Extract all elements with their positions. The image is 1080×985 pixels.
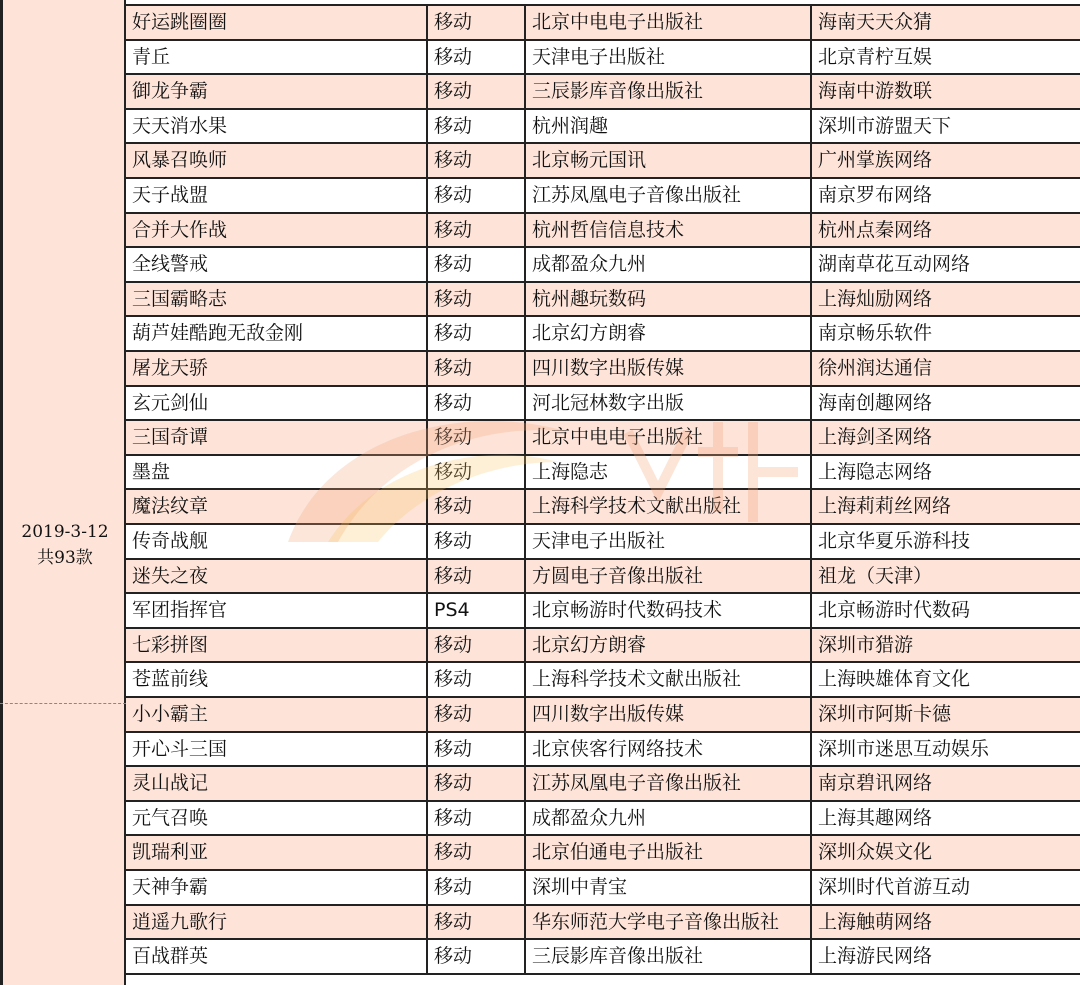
operator-cell: 北京青柠互娱 bbox=[818, 45, 933, 68]
publisher-cell: 北京畅元国讯 bbox=[526, 144, 812, 177]
game-name-cell: 天天消水果 bbox=[126, 110, 428, 143]
operator-cell: 广州掌族网络 bbox=[818, 149, 933, 172]
game-name-cell: 好运跳圈圈 bbox=[126, 6, 428, 39]
game-name-cell: 风暴召唤师 bbox=[126, 144, 428, 177]
platform-cell: 移动 bbox=[428, 110, 526, 143]
platform-cell: 移动 bbox=[428, 560, 526, 593]
publisher-cell: 方圆电子音像出版社 bbox=[526, 560, 812, 593]
operator-cell: 深圳市猎游 bbox=[818, 633, 914, 656]
game-name-cell: 三国霸略志 bbox=[126, 283, 428, 316]
table-row bbox=[126, 802, 1080, 837]
game-name-cell: 青丘 bbox=[126, 41, 428, 74]
platform-cell: 移动 bbox=[428, 75, 526, 108]
operator-cell: 湖南草花互动网络 bbox=[818, 253, 971, 276]
operator-cell: 上海其趣网络 bbox=[818, 806, 933, 829]
table-row bbox=[126, 871, 1080, 906]
table-row bbox=[126, 629, 1080, 664]
table-row bbox=[126, 6, 1080, 41]
game-name-cell: 凯瑞利亚 bbox=[126, 836, 428, 869]
platform-cell: PS4 bbox=[428, 594, 526, 627]
operator-cell: 深圳市游盟天下 bbox=[818, 114, 952, 137]
platform-cell: 移动 bbox=[428, 214, 526, 247]
operator-cell: 南京畅乐软件 bbox=[818, 322, 933, 345]
table-row bbox=[126, 836, 1080, 871]
game-name-cell: 传奇战舰 bbox=[126, 525, 428, 558]
platform-cell: 移动 bbox=[428, 940, 526, 973]
table-row bbox=[126, 940, 1080, 975]
operator-cell: 上海灿励网络 bbox=[818, 287, 933, 310]
group-date: 2019-3-12 bbox=[21, 522, 109, 542]
publisher-cell: 上海隐志 bbox=[526, 456, 812, 489]
publisher-cell: 深圳中青宝 bbox=[526, 871, 812, 904]
table-row bbox=[126, 352, 1080, 387]
game-name-cell: 三国奇谭 bbox=[126, 421, 428, 454]
game-name-cell: 玄元剑仙 bbox=[126, 387, 428, 420]
game-name-cell: 魔法纹章 bbox=[126, 490, 428, 523]
platform-cell: 移动 bbox=[428, 421, 526, 454]
game-name-cell: 百战群英 bbox=[126, 940, 428, 973]
table-row bbox=[126, 767, 1080, 802]
publisher-cell: 上海科学技术文献出版社 bbox=[526, 663, 812, 696]
publisher-cell: 四川数字出版传媒 bbox=[526, 698, 812, 731]
operator-cell: 上海游民网络 bbox=[818, 945, 933, 968]
platform-cell: 移动 bbox=[428, 767, 526, 800]
table-row bbox=[126, 456, 1080, 491]
group-count: 共93款 bbox=[37, 548, 93, 568]
game-name-cell: 全线警戒 bbox=[126, 248, 428, 281]
operator-cell: 海南中游数联 bbox=[818, 80, 933, 103]
game-name-cell: 墨盘 bbox=[126, 456, 428, 489]
table-row bbox=[126, 387, 1080, 422]
publisher-cell: 江苏凤凰电子音像出版社 bbox=[526, 767, 812, 800]
table-row bbox=[126, 179, 1080, 214]
publisher-cell: 杭州哲信信息技术 bbox=[526, 214, 812, 247]
platform-cell: 移动 bbox=[428, 525, 526, 558]
game-name-cell: 御龙争霸 bbox=[126, 75, 428, 108]
game-name-cell: 逍遥九歌行 bbox=[126, 906, 428, 939]
platform-cell: 移动 bbox=[428, 733, 526, 766]
operator-cell: 上海触萌网络 bbox=[818, 910, 933, 933]
table-row bbox=[126, 75, 1080, 110]
publisher-cell: 天津电子出版社 bbox=[526, 41, 812, 74]
platform-cell: 移动 bbox=[428, 317, 526, 350]
publisher-cell: 北京幻方朗睿 bbox=[526, 629, 812, 662]
table-row bbox=[126, 525, 1080, 560]
table-row bbox=[126, 41, 1080, 76]
platform-cell: 移动 bbox=[428, 179, 526, 212]
publisher-cell: 成都盈众九州 bbox=[526, 248, 812, 281]
operator-cell: 北京畅游时代数码 bbox=[818, 599, 971, 622]
group-divider bbox=[0, 703, 126, 704]
table-row bbox=[126, 110, 1080, 145]
game-name-cell: 天子战盟 bbox=[126, 179, 428, 212]
publisher-cell: 北京侠客行网络技术 bbox=[526, 733, 812, 766]
game-name-cell: 七彩拼图 bbox=[126, 629, 428, 662]
platform-cell: 移动 bbox=[428, 144, 526, 177]
operator-cell: 海南创趣网络 bbox=[818, 391, 933, 414]
game-name-cell: 元气召唤 bbox=[126, 802, 428, 835]
game-name-cell: 天神争霸 bbox=[126, 871, 428, 904]
platform-cell: 移动 bbox=[428, 248, 526, 281]
platform-cell: 移动 bbox=[428, 836, 526, 869]
game-name-cell: 屠龙天骄 bbox=[126, 352, 428, 385]
platform-cell: 移动 bbox=[428, 456, 526, 489]
platform-cell: 移动 bbox=[428, 283, 526, 316]
publisher-cell: 北京畅游时代数码技术 bbox=[526, 594, 812, 627]
platform-cell: 移动 bbox=[428, 6, 526, 39]
platform-cell: 移动 bbox=[428, 871, 526, 904]
table-row bbox=[126, 560, 1080, 595]
platform-cell: 移动 bbox=[428, 352, 526, 385]
platform-cell: 移动 bbox=[428, 629, 526, 662]
operator-cell: 南京罗布网络 bbox=[818, 184, 933, 206]
game-name-cell: 军团指挥官 bbox=[126, 594, 428, 627]
date-group-label bbox=[3, 519, 127, 571]
platform-cell: 移动 bbox=[428, 387, 526, 420]
platform-cell: 移动 bbox=[428, 906, 526, 939]
operator-cell: 上海莉莉丝网络 bbox=[818, 495, 952, 518]
publisher-cell: 北京幻方朗睿 bbox=[526, 317, 812, 350]
platform-cell: 移动 bbox=[428, 663, 526, 696]
operator-cell: 海南天天众猜 bbox=[818, 11, 933, 33]
table-row bbox=[126, 144, 1080, 179]
table-row bbox=[126, 283, 1080, 318]
game-name-cell: 葫芦娃酷跑无敌金刚 bbox=[126, 317, 428, 350]
publisher-cell: 成都盈众九州 bbox=[526, 802, 812, 835]
platform-cell: 移动 bbox=[428, 698, 526, 731]
game-name-cell: 合并大作战 bbox=[126, 214, 428, 247]
table-row bbox=[126, 733, 1080, 768]
operator-cell: 上海映雄体育文化 bbox=[818, 668, 971, 691]
platform-cell: 移动 bbox=[428, 41, 526, 74]
date-group-column bbox=[0, 0, 126, 985]
table-row bbox=[126, 421, 1080, 456]
table-row bbox=[126, 594, 1080, 629]
operator-cell: 上海剑圣网络 bbox=[818, 426, 933, 449]
operator-cell: 深圳众娱文化 bbox=[818, 841, 933, 864]
publisher-cell: 北京中电电子出版社 bbox=[526, 6, 812, 39]
publisher-cell: 上海科学技术文献出版社 bbox=[526, 490, 812, 523]
game-name-cell: 开心斗三国 bbox=[126, 733, 428, 766]
publisher-cell: 北京伯通电子出版社 bbox=[526, 836, 812, 869]
publisher-cell: 华东师范大学电子音像出版社 bbox=[526, 906, 812, 939]
table-row bbox=[126, 663, 1080, 698]
table-row bbox=[126, 698, 1080, 733]
operator-cell: 南京碧讯网络 bbox=[818, 772, 933, 795]
publisher-cell: 江苏凤凰电子音像出版社 bbox=[526, 179, 812, 212]
table-row bbox=[126, 906, 1080, 941]
table-row bbox=[126, 248, 1080, 283]
publisher-cell: 三辰影库音像出版社 bbox=[526, 75, 812, 108]
operator-cell: 北京华夏乐游科技 bbox=[818, 530, 971, 552]
publisher-cell: 天津电子出版社 bbox=[526, 525, 812, 558]
operator-cell: 深圳时代首游互动 bbox=[818, 876, 971, 898]
publisher-cell: 杭州趣玩数码 bbox=[526, 283, 812, 316]
operator-cell: 上海隐志网络 bbox=[818, 460, 933, 483]
table-row bbox=[126, 317, 1080, 352]
publisher-cell: 北京中电电子出版社 bbox=[526, 421, 812, 454]
game-name-cell: 小小霸主 bbox=[126, 698, 428, 731]
publisher-cell: 河北冠林数字出版 bbox=[526, 387, 812, 420]
operator-cell: 祖龙（天津） bbox=[818, 564, 933, 587]
operator-cell: 徐州润达通信 bbox=[818, 357, 933, 379]
operator-cell: 杭州点秦网络 bbox=[818, 218, 933, 241]
table-row bbox=[126, 214, 1080, 249]
game-name-cell: 苍蓝前线 bbox=[126, 663, 428, 696]
platform-cell: 移动 bbox=[428, 802, 526, 835]
operator-cell: 深圳市阿斯卡德 bbox=[818, 703, 952, 725]
publisher-cell: 四川数字出版传媒 bbox=[526, 352, 812, 385]
publisher-cell: 三辰影库音像出版社 bbox=[526, 940, 812, 973]
publisher-cell: 杭州润趣 bbox=[526, 110, 812, 143]
game-name-cell: 灵山战记 bbox=[126, 767, 428, 800]
table-row bbox=[126, 490, 1080, 525]
platform-cell: 移动 bbox=[428, 490, 526, 523]
operator-cell: 深圳市迷思互动娱乐 bbox=[818, 737, 990, 760]
game-name-cell: 迷失之夜 bbox=[126, 560, 428, 593]
